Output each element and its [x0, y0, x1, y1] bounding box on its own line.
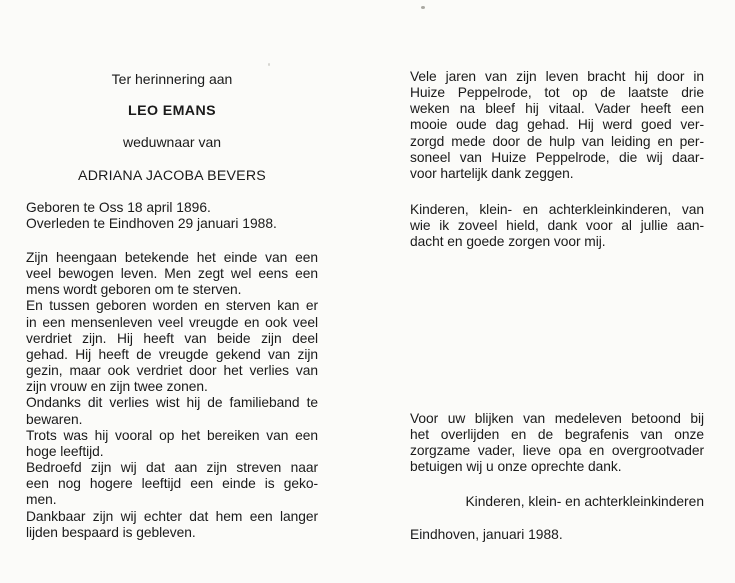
relation-text: weduwnaar van	[122, 134, 222, 150]
text-line: En tussen geboren worden en sterven kan er	[26, 298, 318, 314]
text-line: Trots was hij vooral op het bereiken van een	[26, 427, 318, 443]
text-line: Dankbaar zijn wij echter dat hem een langer	[26, 508, 318, 524]
peppelrode-paragraph	[410, 69, 704, 182]
text-line: in een mensenleven veel vreugde en ook veel	[26, 314, 318, 330]
text-line: zorgzame vader, lieve opa en overgrootvader	[410, 443, 704, 459]
text-line: hoge leeftijd.	[26, 443, 104, 459]
text-line: voor hartelijk dank zeggen.	[410, 165, 574, 181]
text-line: gezin, maar ook verdriet door het verlies van	[26, 363, 318, 379]
children-thanks-paragraph	[410, 202, 704, 250]
text-line: het overlijden en de begrafenis van onze	[410, 427, 704, 443]
text-line: men.	[26, 492, 57, 508]
birth-line: Geboren te Oss 18 april 1896.	[26, 200, 211, 215]
obituary-body	[26, 250, 318, 541]
text-line: zorgd mede door de hulp van leiding en per-	[410, 133, 704, 149]
paragraph	[26, 460, 318, 508]
text-line: mens wordt geboren om te sterven.	[26, 282, 242, 298]
text-line: bewaren.	[26, 411, 83, 427]
text-line: lijden bespaard is gebleven.	[26, 524, 196, 540]
text-line: Huize Peppelrode, tot op de laatste drie	[410, 85, 704, 101]
paragraph	[26, 395, 318, 427]
text-line: soneel van Huize Peppelrode, die wij daar-	[410, 149, 704, 165]
paragraph	[26, 250, 318, 298]
paragraph	[26, 509, 318, 541]
deceased-name: LEO EMANS	[128, 103, 216, 119]
death-line: Overleden te Eindhoven 29 januari 1988.	[26, 216, 277, 232]
text-line: dacht en goede zorgen voor mij.	[410, 234, 606, 250]
text-line: Ondanks dit verlies wist hij de familieband te	[26, 395, 318, 411]
text-line: wie ik zoveel hield, dank voor al jullie aan-	[410, 218, 704, 234]
text-line: gehad. Hij heeft de vreugde gekend van zijn	[26, 346, 318, 362]
text-line: een nog hogere leeftijd een einde is geko-	[26, 476, 318, 492]
text-line: Bedroefd zijn wij dat aan zijn streven naar	[26, 460, 318, 476]
left-column	[26, 0, 318, 583]
paragraph	[26, 428, 318, 460]
right-column	[410, 0, 704, 583]
paragraph	[26, 298, 318, 395]
dateline: Eindhoven, januari 1988.	[410, 527, 563, 542]
text-line: veel bewogen leven. Men zegt wel eens een	[26, 266, 318, 282]
spouse-name: ADRIANA JACOBA BEVERS	[78, 168, 266, 184]
text-line: betuigen wij u onze oprechte dank.	[410, 459, 622, 475]
text-line: Vele jaren van zijn leven bracht hij door in	[410, 69, 704, 84]
life-dates	[26, 200, 318, 232]
text-line: Kinderen, klein- en achterkleinkinderen, van	[410, 202, 704, 217]
signature-line: Kinderen, klein- en achterkleinkinderen	[465, 494, 704, 509]
text-line: weken na bleef hij vitaal. Vader heeft een	[410, 101, 704, 117]
text-line: zijn vrouw en zijn twee zonen.	[26, 379, 208, 395]
text-line: Voor uw blijken van medeleven betoond bij	[410, 411, 704, 426]
text-line: mooie oude dag gehad. Hij werd goed ver-	[410, 117, 704, 133]
dedication-text: Ter herinnering aan	[111, 71, 233, 87]
acknowledgement-paragraph	[410, 411, 704, 476]
text-line: verdriet zijn. Hij heeft van beide zijn deel	[26, 330, 318, 346]
text-line: Zijn heengaan betekende het einde van een	[26, 250, 318, 265]
